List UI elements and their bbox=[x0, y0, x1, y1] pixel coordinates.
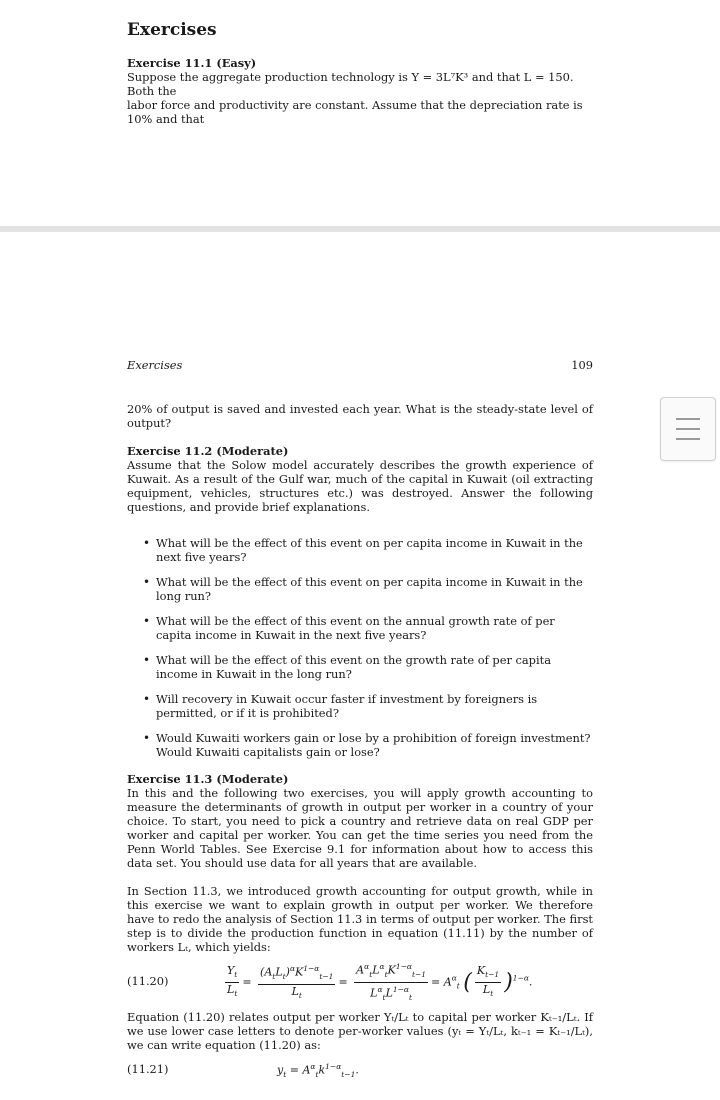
equation-number: (11.20) bbox=[127, 974, 169, 988]
exercise-11-3-paragraph-3: Equation (11.20) relates output per worker Yₜ/Lₜ to capital per worker Kₜ₋₁/Lₜ. If we use lower case letters to denote per-worker values (yₜ = Yₜ/Lₜ, kₜ₋₁ = Kₜ₋₁/Lₜ), we can write equation (11.20) as: bbox=[127, 1010, 593, 1052]
list-item: • What will be the effect of this event on the growth rate of per capita income in Kuwait in the long run? bbox=[156, 653, 593, 681]
list-item: • What will be the effect of this event on per capita income in Kuwait in the long run? bbox=[156, 575, 593, 603]
running-header bbox=[127, 358, 593, 372]
exercise-11-1-title: Exercise 11.1 (Easy) bbox=[127, 56, 257, 70]
equation-body: $y_t = A^\alpha_tk^{1-\alpha}_{t-1}$. bbox=[277, 1062, 359, 1079]
list-item: • What will be the effect of this event on per capita income in Kuwait in the next five years? bbox=[156, 536, 593, 564]
question-list bbox=[127, 536, 593, 759]
hamburger-menu-icon-bar bbox=[676, 438, 700, 440]
list-item: • What will be the effect of this event on the annual growth rate of per capita income in Kuwait in the next five years? bbox=[156, 614, 593, 642]
exercise-11-2-intro: Assume that the Solow model accurately describes the growth experience of Kuwait. As a result of the Gulf war, much of the capital in Kuwait (oil extracting equipment, vehicles, structures etc.) was destroyed. Answer the following questions, and provide brief explanations. bbox=[127, 458, 593, 514]
equation-11-21 bbox=[127, 1062, 593, 1082]
exercise-11-3-title: Exercise 11.3 (Moderate) bbox=[127, 772, 289, 786]
list-item: • Would Kuwaiti workers gain or lose by a prohibition of foreign investment? Would Kuwaiti capitalists gain or lose? bbox=[156, 731, 593, 759]
exercise-11-1-text-line-1: Suppose the aggregate production technology is Y = 3L⁷K³ and that L = 150. Both the bbox=[127, 70, 574, 98]
page-109 bbox=[0, 232, 720, 1100]
running-head-title: Exercises bbox=[127, 358, 183, 372]
exercise-11-3-paragraph-1: In this and the following two exercises, you will apply growth accounting to measure the determinants of growth in output per worker in a country of your choice. To start, you need to pick a country and retrieve data on real GDP per worker and capital per worker. You can get the time series you need from the Penn World Tables. See Exercise 9.1 for information about how to access this data set. You should use data for all years that are available. bbox=[127, 786, 593, 870]
hamburger-menu-icon bbox=[676, 418, 700, 420]
equation-body: $\frac{Y_t}{L_t}$ = $\frac{(A_tL_t)^\alpha K^{1-\alpha}_{t-1}}{L_t}$ = $\frac{A^\alpha_tL^\alpha_tK^{1-\alpha}_{t-1}}{L^\alpha_tL^{1-\alpha}_t}$ = $A^\alpha_t$ ( $\frac{K_{t-1}}{L_t}$ )$^{1-\alpha}$. bbox=[227, 962, 533, 1002]
continuation-text: 20% of output is saved and invested each year. What is the steady-state level of output? bbox=[127, 402, 593, 430]
exercise-11-1-text-line-2: labor force and productivity are constant. Assume that the depreciation rate is 10% and that bbox=[127, 98, 583, 126]
exercise-11-3-paragraph-2: In Section 11.3, we introduced growth accounting for output growth, while in this exercise we want to explain growth in output per worker. We therefore have to redo the analysis of Section 11.3 in terms of output per worker. The first step is to divide the production function in equation (11.11) by the number of workers Lₜ, which yields: bbox=[127, 884, 593, 954]
equation-11-20 bbox=[127, 960, 593, 1004]
hamburger-menu-icon-bar bbox=[676, 428, 700, 430]
page-number: 109 bbox=[571, 358, 593, 372]
equation-number: (11.21) bbox=[127, 1062, 169, 1076]
page-previous bbox=[0, 0, 720, 226]
hamburger-menu-button[interactable] bbox=[660, 397, 716, 461]
list-item: • Will recovery in Kuwait occur faster if investment by foreigners is permitted, or if it is prohibited? bbox=[156, 692, 593, 720]
section-title: Exercises bbox=[127, 20, 217, 40]
exercise-11-2-title: Exercise 11.2 (Moderate) bbox=[127, 444, 289, 458]
